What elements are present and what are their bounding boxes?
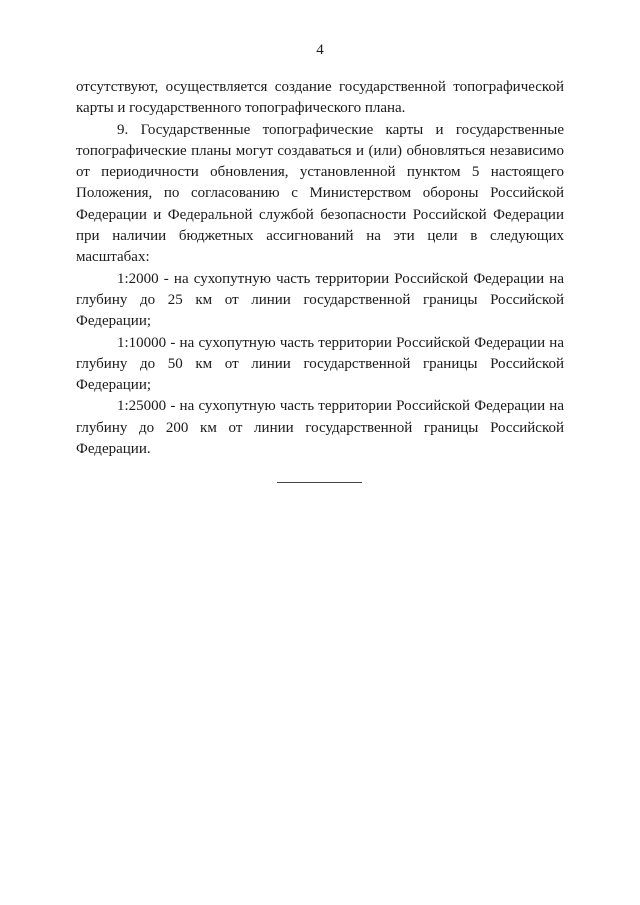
paragraph-scale-1-10000: 1:10000 - на сухопутную часть территории Российской Федерации на глубину до 50 км от линии государственной границы Российской Федерации; (76, 334, 564, 394)
paragraph-scale-1-2000: 1:2000 - на сухопутную часть территории Российской Федерации на глубину до 25 км от линии государственной границы Российской Федерации; (76, 270, 564, 330)
end-of-document-rule (277, 482, 362, 483)
paragraph-item-9: 9. Государственные топографические карты и государственные топографические планы могут создаваться и (или) обновляться независимо от периодичности обновления, установленной пунктом 5 настоящего Положения, по согласованию с Министерством обороны Российской Федерации и Федеральной службой безопасности Российской Федерации при наличии бюджетных ассигнований на эти цели в следующих масштабах: (76, 121, 564, 266)
page-number: 4 (316, 42, 324, 58)
document-body (76, 77, 564, 460)
paragraph-scale-1-25000: 1:25000 - на сухопутную часть территории Российской Федерации на глубину до 200 км от линии государственной границы Российской Федерации. (76, 398, 564, 458)
paragraph-continuation: отсутствуют, осуществляется создание государственной топографической карты и государственного топографического плана. (76, 79, 564, 117)
